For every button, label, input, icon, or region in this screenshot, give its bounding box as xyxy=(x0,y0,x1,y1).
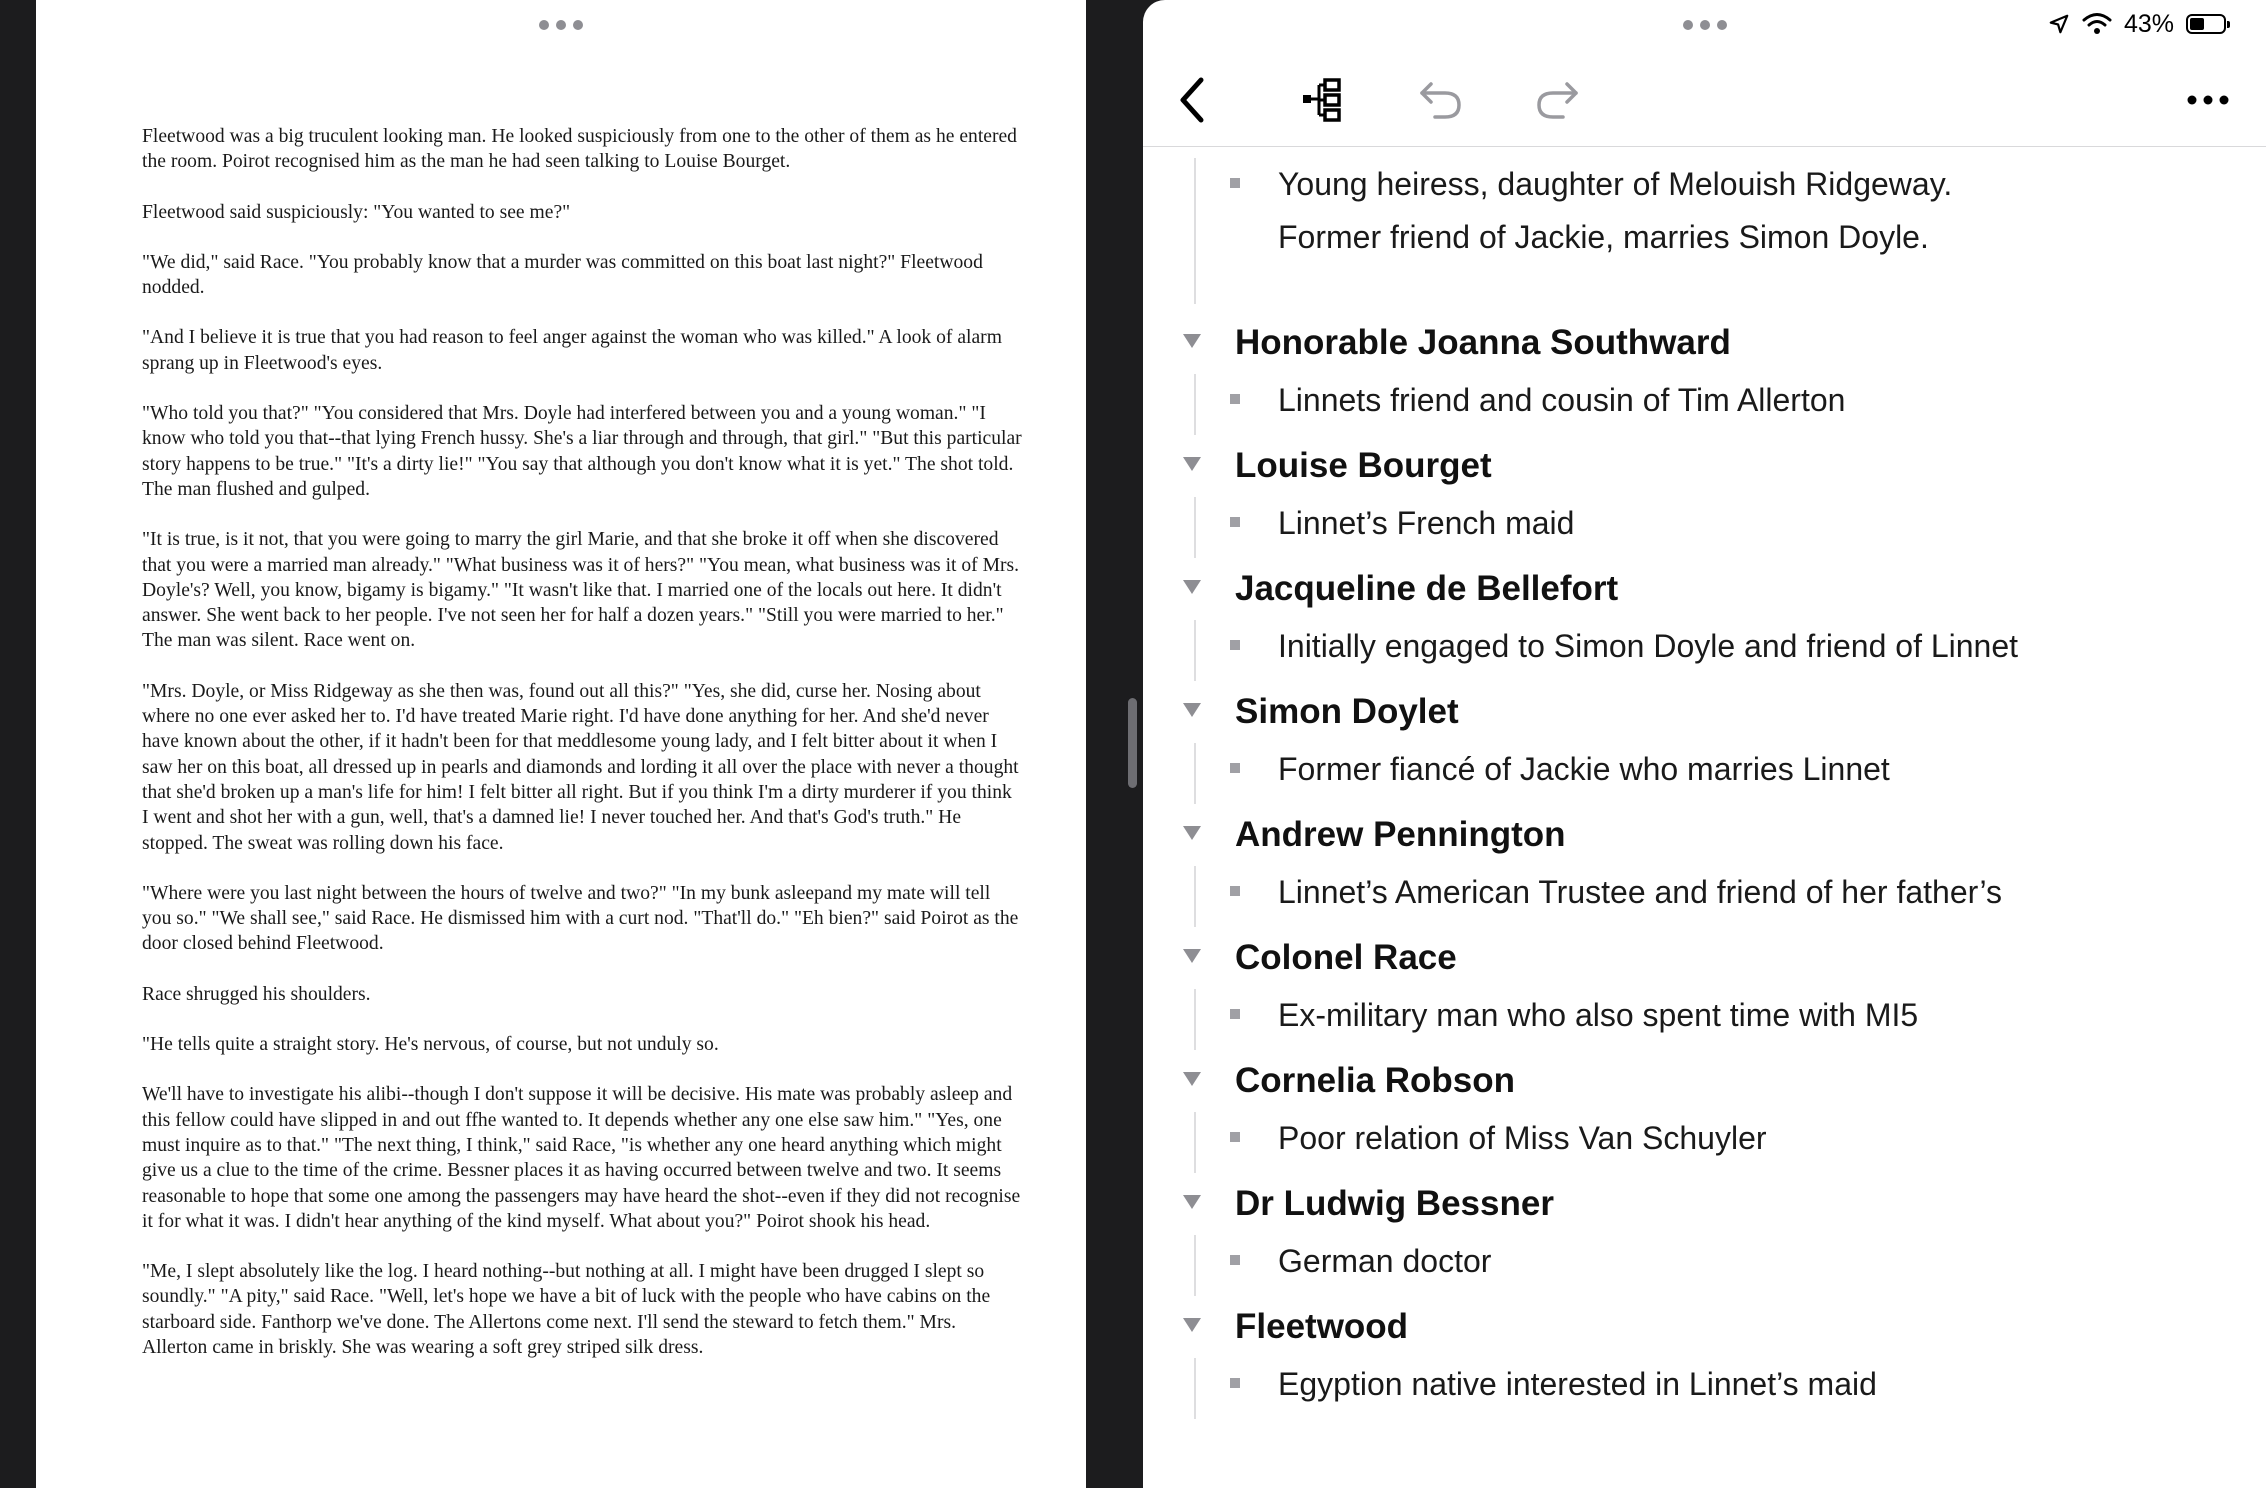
disclosure-triangle-icon[interactable] xyxy=(1183,949,1201,963)
status-bar xyxy=(2048,8,2226,40)
outline-node xyxy=(1143,681,2266,804)
outline-node xyxy=(1143,558,2266,681)
outline-child-item[interactable] xyxy=(1196,743,2266,804)
node-title[interactable]: Cornelia Robson xyxy=(1235,1061,1516,1100)
child-text[interactable]: Young heiress, daughter of Melouish Ridgeway. Former friend of Jackie, marries Simon Doyle. xyxy=(1278,166,1953,255)
outline-node-header[interactable] xyxy=(1143,1296,2266,1358)
outline-node-header[interactable] xyxy=(1143,681,2266,743)
bullet-icon xyxy=(1230,640,1240,650)
child-text[interactable]: Linnets friend and cousin of Tim Allerton xyxy=(1278,382,1846,418)
more-options-button[interactable] xyxy=(2178,70,2238,130)
paragraph: Fleetwood was a big truculent looking man. He looked suspiciously from one to the other of them as he entered the room. Poirot recognised him as the man he had seen talking to Louise Bourget. xyxy=(142,126,1017,173)
outline-structure-button[interactable] xyxy=(1297,70,1357,130)
child-text[interactable]: Linnet’s French maid xyxy=(1278,505,1575,541)
undo-icon xyxy=(1417,80,1465,120)
paragraph: "It is true, is it not, that you were going to marry the girl Marie, and that she broke it off when she discovered that you were a married man already." "What business was it of hers?" "You mean, what business was it of Mrs. Doyle's? Well, you know, bigamy is bigamy." "It wasn't like that. I married one of the locals out here. It didn't answer. She went back to her people. I've not seen her for half a dozen years." "Still you were married to her." The man was silent. Race went on. xyxy=(142,529,1020,652)
disclosure-triangle-icon[interactable] xyxy=(1183,580,1201,594)
child-text[interactable]: Poor relation of Miss Van Schuyler xyxy=(1278,1120,1767,1156)
toolbar xyxy=(1143,60,2266,147)
paragraph: Fleetwood said suspiciously: "You wanted to see me?" xyxy=(142,201,571,223)
child-text[interactable]: Egyption native interested in Linnet’s maid xyxy=(1278,1366,1877,1402)
split-view-handle[interactable] xyxy=(1128,698,1137,788)
outline-child-item[interactable] xyxy=(1196,1235,2266,1296)
outline-list xyxy=(1143,100,2266,1419)
disclosure-triangle-icon[interactable] xyxy=(1183,703,1201,717)
disclosure-triangle-icon[interactable] xyxy=(1183,826,1201,840)
outline-node xyxy=(1143,804,2266,927)
outline-node-header[interactable] xyxy=(1143,312,2266,374)
outline-node xyxy=(1143,312,2266,435)
outline-node-header[interactable] xyxy=(1143,558,2266,620)
bullet-icon xyxy=(1230,1132,1240,1142)
bullet-icon xyxy=(1230,517,1240,527)
bullet-icon xyxy=(1230,763,1240,773)
paragraph: "Who told you that?" "You considered that Mrs. Doyle had interfered between you and a young woman." "I know who told you that--that lying French hussy. She's a liar through and through, that girl." "But this particular story happens to be true." "It's a dirty lie!" "You say that although you don't know what it is yet." The shot told. The man flushed and gulped. xyxy=(142,403,1022,500)
paragraph: "Me, I slept absolutely like the log. I heard nothing--but nothing at all. I might have been drugged I slept so soundly." "A pity," said Race. "Well, let's hope we have a bit of luck with the people who have cabins on the starboard side. Fanthorp we've done. The Allertons come next. I'll send the steward to fetch them." Mrs. Allerton came in briskly. She was wearing a soft grey striped silk dress. xyxy=(142,1261,991,1358)
outline-child-item[interactable] xyxy=(1196,497,2266,558)
node-title[interactable]: Fleetwood xyxy=(1235,1307,1409,1346)
paragraph: "We did," said Race. "You probably know that a murder was committed on this boat last night?" Fleetwood nodded. xyxy=(142,251,983,299)
child-text[interactable]: Initially engaged to Simon Doyle and friend of Linnet xyxy=(1278,628,2019,664)
node-title[interactable]: Andrew Pennington xyxy=(1235,815,1566,854)
multitasking-dots-icon[interactable] xyxy=(1683,18,1727,32)
child-text[interactable]: Former fiancé of Jackie who marries Linnet xyxy=(1278,751,1890,787)
outline-child-item[interactable] xyxy=(1196,989,2266,1050)
outline-node-header[interactable] xyxy=(1143,1173,2266,1235)
child-text[interactable]: Ex-military man who also spent time with MI5 xyxy=(1278,997,1919,1033)
paragraph: "And I believe it is true that you had reason to feel anger against the woman who was killed." A look of alarm sprang up in Fleetwood's eyes. xyxy=(142,327,1002,374)
outline-node-header[interactable] xyxy=(1143,804,2266,866)
node-title[interactable]: Colonel Race xyxy=(1235,938,1457,977)
battery-percentage: 43% xyxy=(2123,9,2174,38)
document-text xyxy=(142,124,1022,1385)
outline-node-header[interactable] xyxy=(1143,435,2266,497)
child-text[interactable]: Linnet’s American Trustee and friend of her father’s xyxy=(1278,874,2002,910)
disclosure-triangle-icon[interactable] xyxy=(1183,1318,1201,1332)
outline-icon xyxy=(1301,76,1353,124)
paragraph: "Mrs. Doyle, or Miss Ridgeway as she then was, found out all this?" "Yes, she did, curse her. Nosing about where no one ever asked her to. I'd have treated Marie right. I'd have done anything for her. And she'd never have known about the other, if it hadn't been for that meddlesome young lady, and I felt bitter about it when I saw her on this boat, all dressed up in pearls and diamonds and lording it all over the place with never a thought that she'd broken up a man's life for him! I felt bitter all right. But if you think I'm a dirty murderer if you think I went and shot her with a gun, well, that's a damned lie! I never touched her. And that's God's truth." He stopped. The sweat was rolling down his face. xyxy=(142,680,1019,854)
bullet-icon xyxy=(1230,1009,1240,1019)
disclosure-triangle-icon[interactable] xyxy=(1183,1072,1201,1086)
disclosure-triangle-icon[interactable] xyxy=(1183,457,1201,471)
wifi-icon xyxy=(2082,12,2112,36)
outline-node xyxy=(1143,1296,2266,1419)
multitasking-dots-icon[interactable] xyxy=(539,18,583,32)
document-pane[interactable] xyxy=(36,0,1086,1488)
outline-pane xyxy=(1143,0,2266,1488)
paragraph: We'll have to investigate his alibi--though I don't suppose it will be decisive. His mate was probably asleep and this fellow could have slipped in and out ffhe wanted to. It depends whether any one else saw him." "Yes, one must inquire as to that." "The next thing, I think," said Race, "is whether any one heard anything which might give us a clue to the time of the crime. Bessner places it as having occurred between twelve and two. It seems reasonable to hope that some one among the passengers may have heard the shot--even if they did not recognise it for what it was. I didn't hear anything of the kind myself. What about you?" Poirot shook his head. xyxy=(142,1084,1021,1232)
bullet-icon xyxy=(1230,886,1240,896)
child-text[interactable]: German doctor xyxy=(1278,1243,1492,1279)
paragraph: "Where were you last night between the hours of twelve and two?" "In my bunk asleepand my mate will tell you so." "We shall see," said Race. He dismissed him with a curt nod. "That'll do." "Eh bien?" said Poirot as the door closed behind Fleetwood. xyxy=(142,882,1019,955)
outline-node-header[interactable] xyxy=(1143,1050,2266,1112)
outline-child-item[interactable] xyxy=(1196,620,2266,681)
outline-node xyxy=(1143,435,2266,558)
location-icon xyxy=(2048,13,2070,35)
node-title[interactable]: Louise Bourget xyxy=(1235,446,1492,485)
undo-button[interactable] xyxy=(1411,70,1471,130)
outline-node xyxy=(1143,1050,2266,1173)
node-title[interactable]: Honorable Joanna Southward xyxy=(1235,323,1731,362)
disclosure-triangle-icon[interactable] xyxy=(1183,334,1201,348)
bullet-icon xyxy=(1230,1378,1240,1388)
bullet-icon xyxy=(1230,178,1240,188)
bullet-icon xyxy=(1230,1255,1240,1265)
outline-child-item[interactable] xyxy=(1196,1358,2266,1419)
outline-node xyxy=(1143,1173,2266,1296)
ellipsis-icon xyxy=(2186,94,2230,106)
outline-child-item[interactable] xyxy=(1196,374,2266,435)
paragraph: "He tells quite a straight story. He's nervous, of course, but not unduly so. xyxy=(142,1034,719,1056)
bullet-icon xyxy=(1230,394,1240,404)
battery-icon xyxy=(2186,14,2226,34)
node-title[interactable]: Jacqueline de Bellefort xyxy=(1235,569,1619,608)
back-button[interactable] xyxy=(1162,70,1222,130)
chevron-left-icon xyxy=(1175,76,1209,124)
paragraph: Race shrugged his shoulders. xyxy=(142,983,371,1005)
node-title[interactable]: Dr Ludwig Bessner xyxy=(1235,1184,1554,1223)
outline-node-header[interactable] xyxy=(1143,927,2266,989)
outline-node xyxy=(1143,927,2266,1050)
outline-child-item[interactable] xyxy=(1196,158,2266,276)
node-title[interactable]: Simon Doylet xyxy=(1235,692,1459,731)
outline-child-item[interactable] xyxy=(1196,1112,2266,1173)
outline-child-item[interactable] xyxy=(1196,866,2266,927)
redo-button[interactable] xyxy=(1527,70,1587,130)
redo-icon xyxy=(1533,80,1581,120)
disclosure-triangle-icon[interactable] xyxy=(1183,1195,1201,1209)
